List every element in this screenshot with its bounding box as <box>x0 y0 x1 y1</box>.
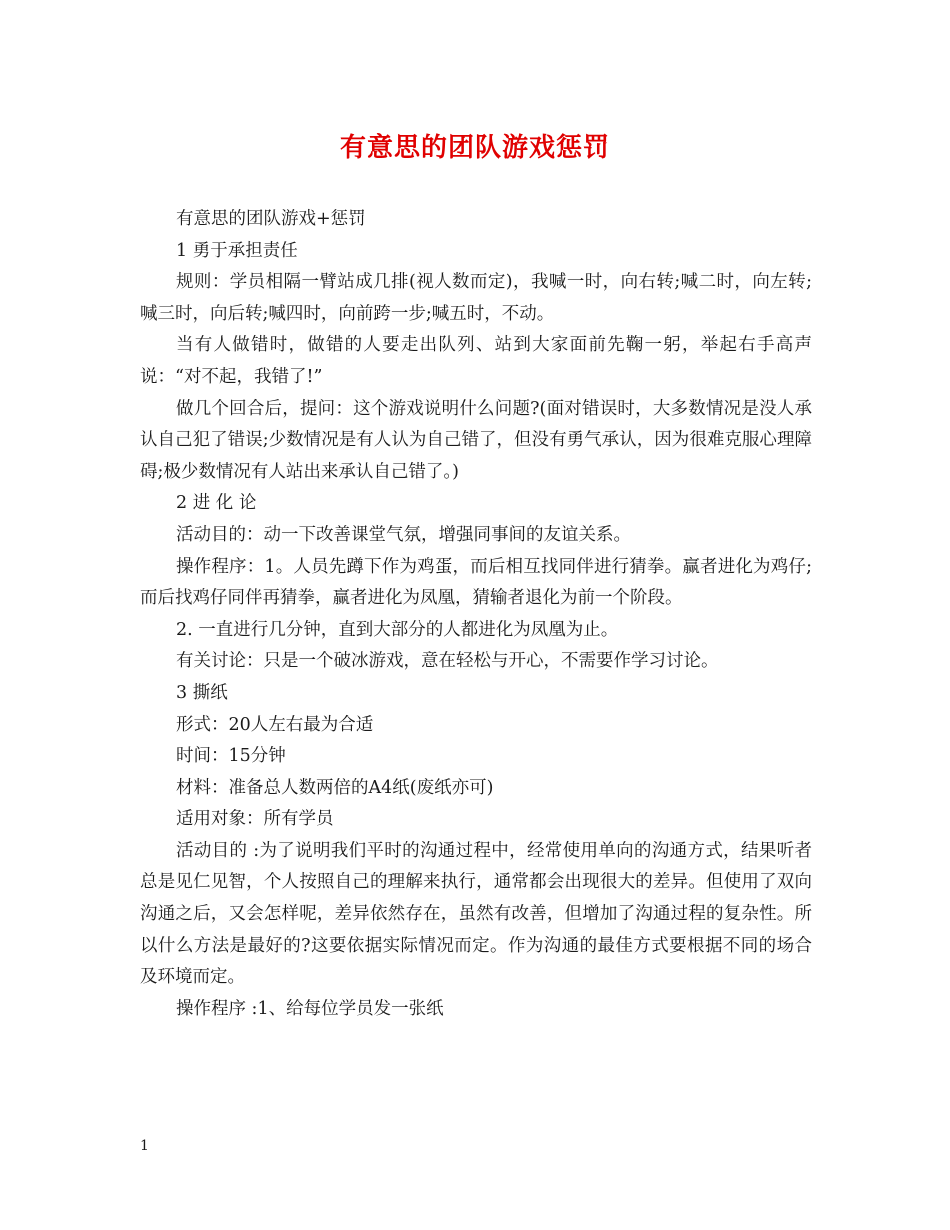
paragraph: 当有人做错时，做错的人要走出队列、站到大家面前先鞠一躬，举起右手高声说：“对不起，我错了!” <box>140 335 812 387</box>
paragraph: 活动目的 :为了说明我们平时的沟通过程中，经常使用单向的沟通方式，结果听者总是见仁见智，个人按照自己的理解来执行，通常都会出现很大的差异。但使用了双向沟通之后，又会怎样呢，差异依然存在，虽然有改善，但增加了沟通过程的复杂性。所以什么方法是最好的?这要依据实际情况而定。作为沟通的最佳方式要根据不同的场合及环境而定。 <box>140 840 812 988</box>
section-heading: 1 勇于承担责任 <box>176 240 298 261</box>
paragraph: 做几个回合后，提问：这个游戏说明什么问题?(面对错误时，大多数情况是没人承认自己犯了错误;少数情况是有人认为自己错了，但没有勇气承认，因为很难克服心理障碍;极少数情况有人站出来承认自己错了。) <box>140 398 812 482</box>
section-heading: 3 撕纸 <box>176 682 228 703</box>
paragraph: 操作程序：1。人员先蹲下作为鸡蛋，而后相互找同伴进行猜拳。赢者进化为鸡仔;而后找鸡仔同伴再猜拳，赢者进化为凤凰，猜输者退化为前一个阶段。 <box>140 556 812 609</box>
paragraph: 活动目的：动一下改善课堂气氛，增强同事间的友谊关系。 <box>176 524 631 545</box>
page-number: 1 <box>140 1138 149 1154</box>
section-heading: 2 进 化 论 <box>176 493 257 514</box>
paragraph: 有关讨论：只是一个破冰游戏，意在轻松与开心，不需要作学习讨论。 <box>176 651 719 672</box>
document-title: 有意思的团队游戏惩罚 <box>339 133 610 163</box>
paragraph: 时间：15分钟 <box>176 746 286 767</box>
paragraph: 适用对象：所有学员 <box>176 809 334 830</box>
document-body <box>140 204 812 1025</box>
paragraph: 2. 一直进行几分钟，直到大部分的人都进化为凤凰为止。 <box>176 619 619 640</box>
paragraph: 规则：学员相隔一臂站成几排(视人数而定)，我喊一时，向右转;喊二时，向左转;喊三时，向后转;喊四时，向前跨一步;喊五时，不动。 <box>140 272 812 324</box>
paragraph: 形式：20人左右最为合适 <box>176 714 374 735</box>
paragraph: 操作程序 :1、给每位学员发一张纸 <box>176 998 444 1019</box>
paragraph: 材料：准备总人数两倍的A4纸(废纸亦可) <box>176 777 494 798</box>
paragraph: 有意思的团队游戏+惩罚 <box>176 209 366 229</box>
